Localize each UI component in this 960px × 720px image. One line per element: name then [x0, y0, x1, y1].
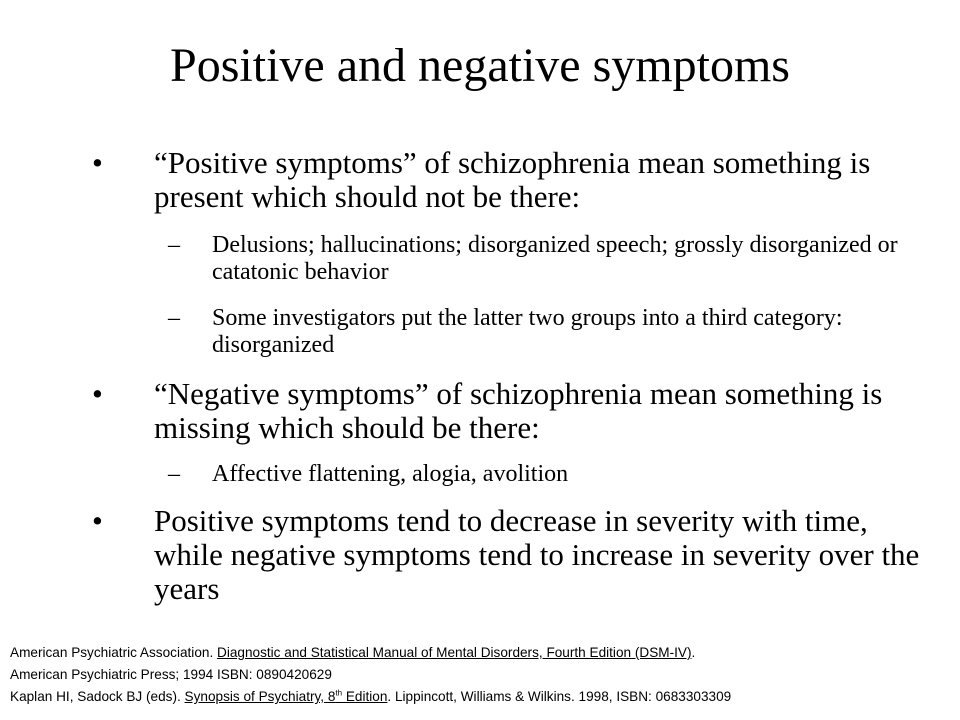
reference-suffix: . Lippincott, Williams & Wilkins. 1998, ISBN: 0683303309	[387, 689, 732, 704]
bullet-item	[0, 504, 960, 606]
slide-title: Positive and negative symptoms	[170, 39, 790, 92]
reference-line	[10, 642, 950, 664]
sub-bullet-item	[0, 461, 960, 488]
reference-title: Synopsis of Psychiatry, 8	[184, 689, 336, 704]
bullet-text: Positive symptoms tend to decrease in severity with time, while negative symptoms tend to increase in severity over the years	[154, 503, 920, 606]
reference-title-link	[185, 689, 388, 704]
bullet-text: “Negative symptoms” of schizophrenia mean something is missing which should be there:	[154, 376, 883, 445]
bullet-marker: •	[92, 145, 103, 180]
sub-bullet-text: Affective flattening, alogia, avolition	[212, 461, 569, 487]
reference-line	[10, 686, 950, 708]
references	[10, 642, 950, 708]
bullet-text: “Positive symptoms” of schizophrenia mean something is present which should not be there:	[154, 145, 871, 214]
sub-bullet-item	[0, 305, 960, 359]
bullet-item	[0, 146, 960, 214]
reference-title-tail: Edition	[342, 689, 388, 704]
bullet-marker: •	[92, 503, 103, 538]
reference-line: American Psychiatric Press; 1994 ISBN: 0890420629	[10, 667, 332, 682]
reference-title-superscript: th	[335, 688, 343, 698]
bullet-list	[0, 140, 960, 606]
reference-title-link: Diagnostic and Statistical Manual of Mental Disorders, Fourth Edition (DSM-IV)	[217, 645, 692, 660]
sub-bullet-text: Delusions; hallucinations; disorganized speech; grossly disorganized or catatonic behavior	[212, 232, 898, 285]
sub-bullet-marker: –	[168, 232, 180, 258]
bullet-item	[0, 377, 960, 445]
reference-author: Kaplan HI, Sadock BJ (eds).	[10, 689, 185, 704]
sub-bullet-text: Some investigators put the latter two groups into a third category: disorganized	[212, 305, 843, 358]
bullet-marker: •	[92, 376, 103, 411]
sub-bullet-marker: –	[168, 305, 180, 331]
reference-suffix: .	[691, 645, 696, 660]
sub-bullet-marker: –	[168, 461, 180, 487]
sub-bullet-item	[0, 232, 960, 286]
reference-author: American Psychiatric Association.	[10, 645, 218, 660]
